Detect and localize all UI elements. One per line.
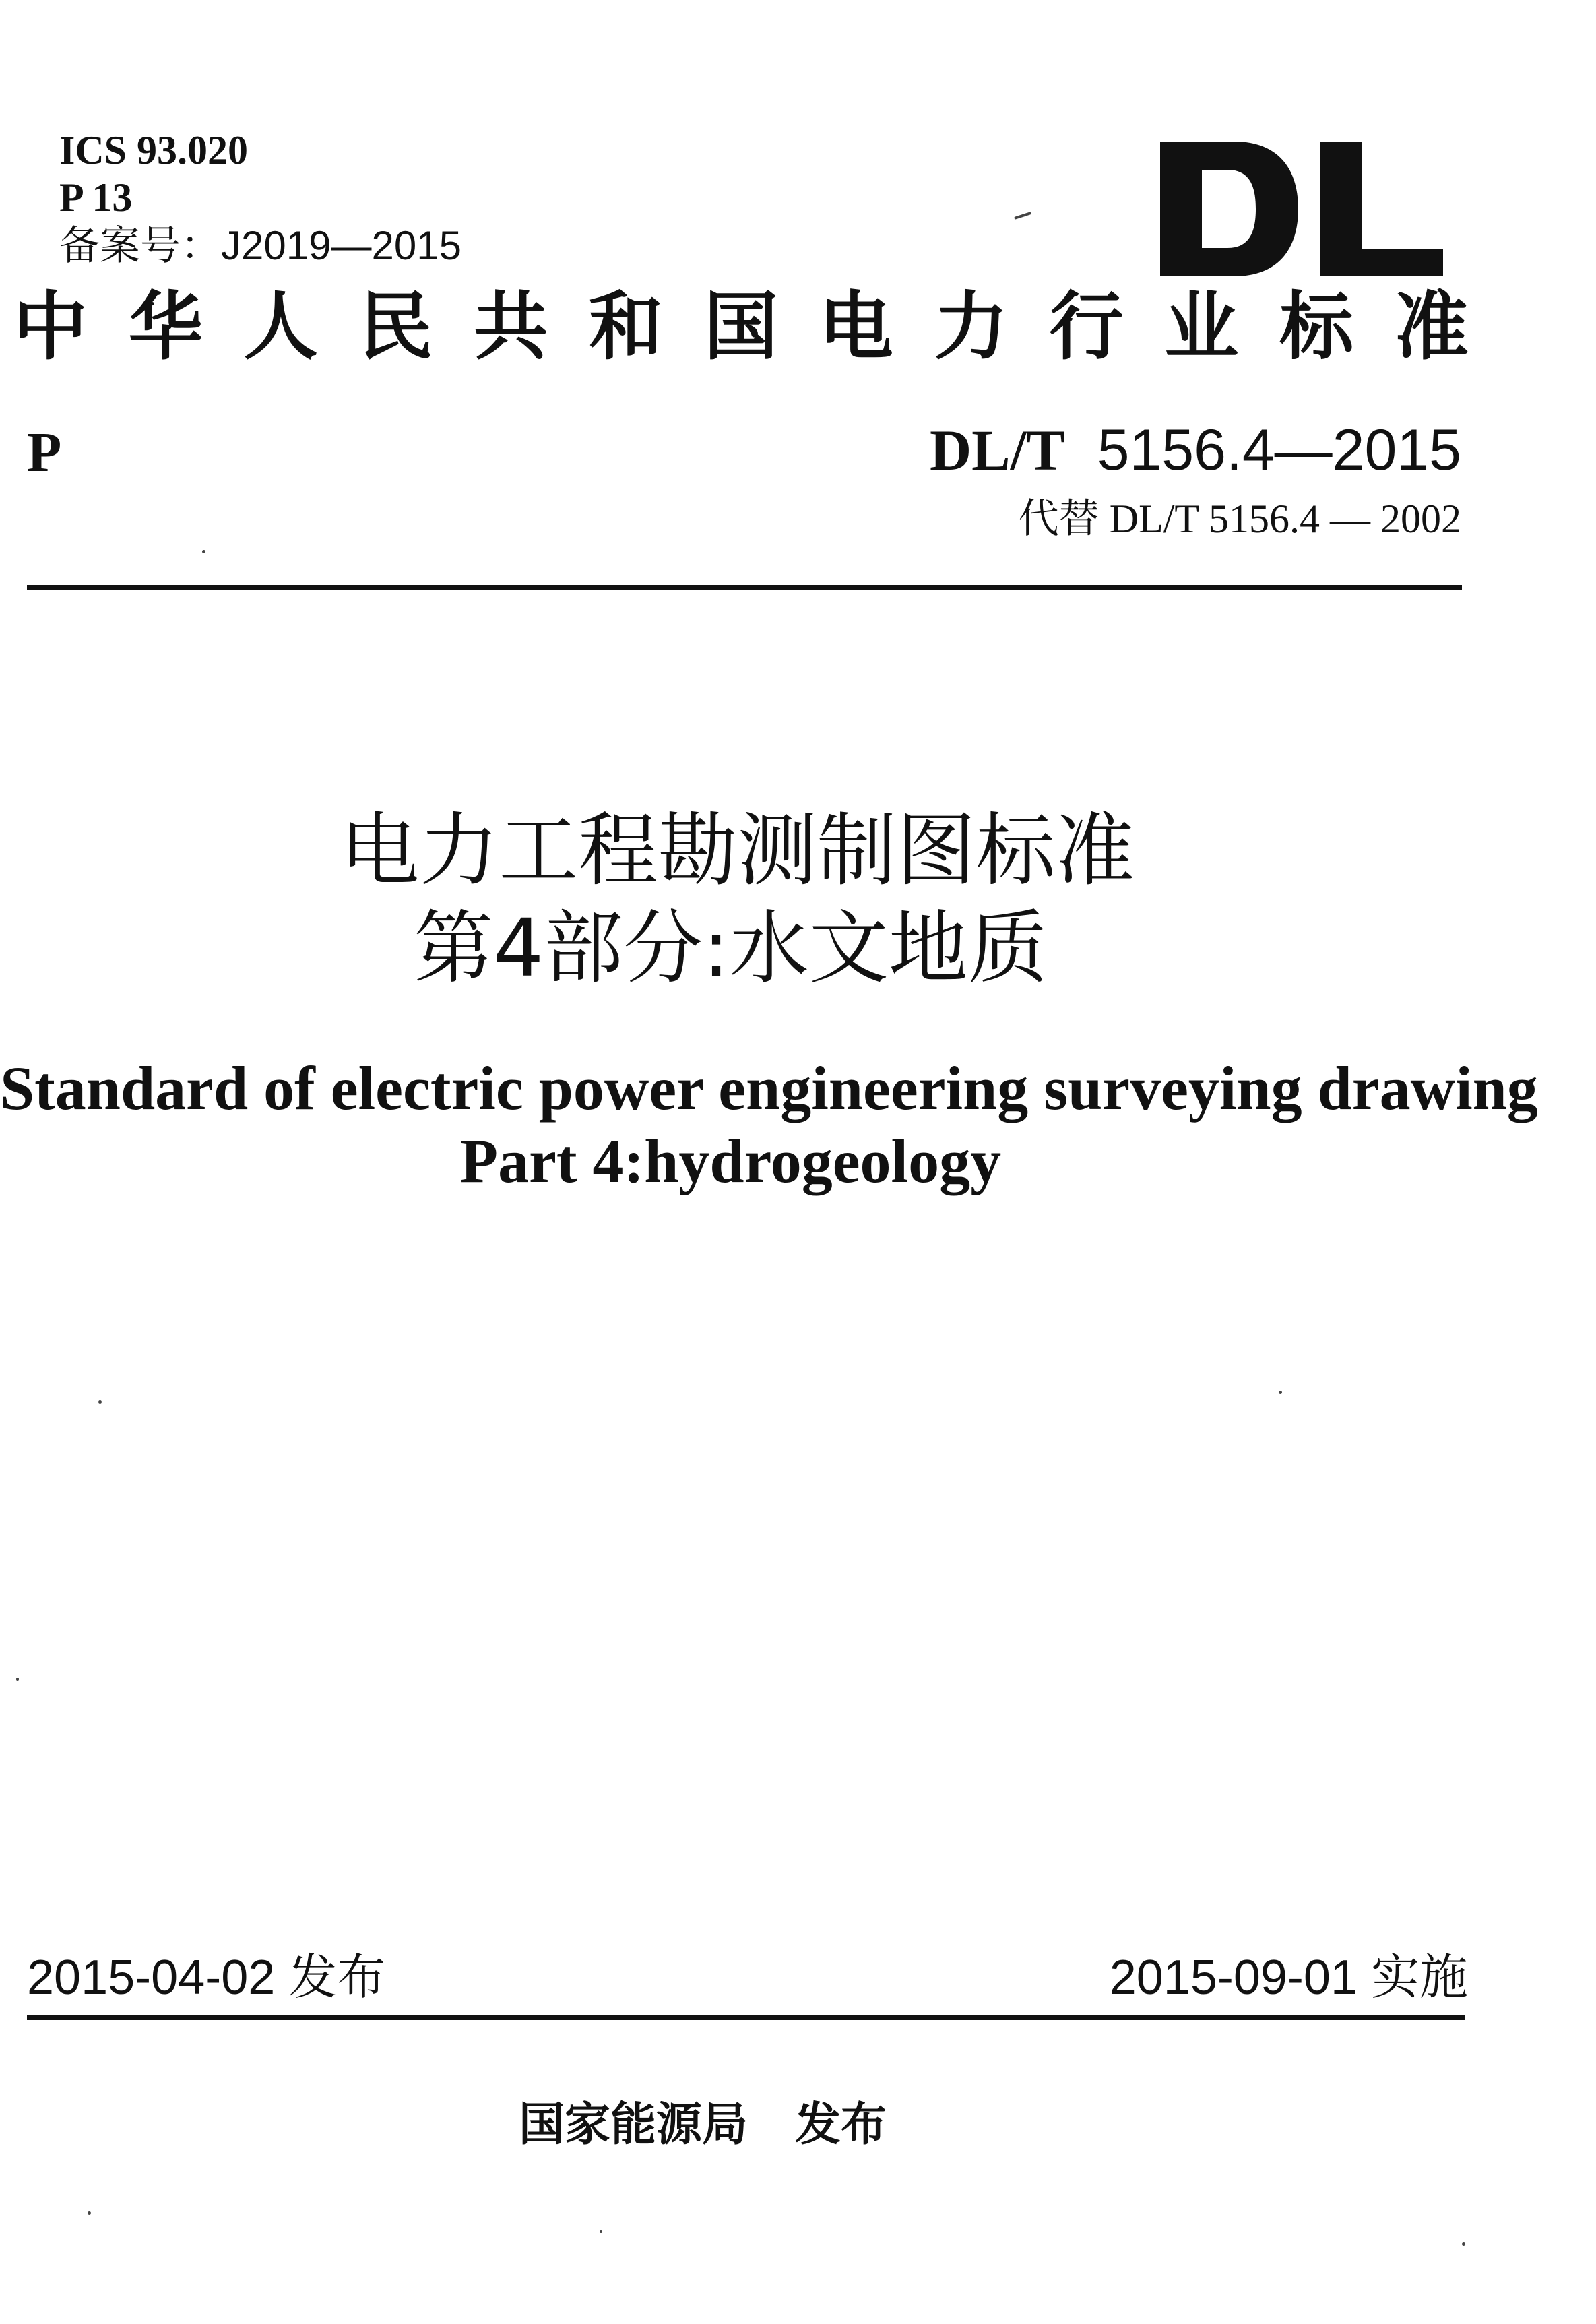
standard-number-value: 5156.4—2015 (1097, 418, 1461, 482)
scan-speck (16, 1678, 19, 1681)
scan-speck (88, 2211, 91, 2215)
heading-char: 行 (1049, 283, 1124, 370)
title-en-line1: Standard of electric power engineering surveying drawing (0, 1054, 1538, 1123)
publisher (519, 2094, 887, 2155)
scan-speck (1014, 212, 1031, 220)
scan-speck (1462, 2242, 1465, 2246)
heading-char: 民 (358, 283, 433, 370)
header-divider (27, 585, 1462, 590)
scan-speck (1279, 1391, 1282, 1394)
heading-char: 共 (474, 283, 548, 370)
scan-speck (600, 2230, 602, 2233)
heading-char: 标 (1279, 283, 1354, 370)
standard-number-prefix: DL/T (930, 418, 1065, 482)
heading-char: 中 (13, 283, 88, 370)
classification-letter: P (27, 421, 62, 484)
scan-speck (202, 550, 205, 553)
ccs-code: P 13 (59, 175, 133, 220)
national-standard-heading (13, 283, 1469, 371)
publisher-action: 发布 (795, 2098, 887, 2152)
heading-char: 力 (934, 283, 1009, 370)
logo-letter-l (1320, 142, 1443, 276)
implementation-date: 2015-09-01 实施 (1109, 1951, 1468, 2005)
replaces-standard: 代替 DL/T 5156.4 — 2002 (1018, 497, 1461, 541)
title-cn-line1: 电力工程勘测制图标准 (340, 804, 1135, 897)
title-cn-line2: 第4部分:水文地质 (414, 902, 1048, 995)
heading-char: 人 (243, 283, 318, 370)
footer-divider (27, 2015, 1465, 2020)
heading-char: 准 (1394, 283, 1469, 370)
record-number: 备案号：J2019—2015 (59, 223, 461, 268)
scan-speck (98, 1400, 102, 1404)
title-en-line2: Part 4:hydrogeology (459, 1127, 1002, 1195)
heading-char: 业 (1164, 283, 1239, 370)
ics-code: ICS 93.020 (59, 128, 249, 172)
logo-letter-d (1160, 142, 1298, 276)
issue-date: 2015-04-02 发布 (27, 1951, 386, 2005)
standard-number (930, 416, 1461, 484)
heading-char: 电 (819, 283, 893, 370)
heading-char: 国 (703, 283, 778, 370)
heading-char: 和 (589, 283, 664, 370)
heading-char: 华 (128, 283, 203, 370)
publisher-name: 国家能源局 (519, 2098, 748, 2152)
dl-logo (1160, 142, 1443, 276)
